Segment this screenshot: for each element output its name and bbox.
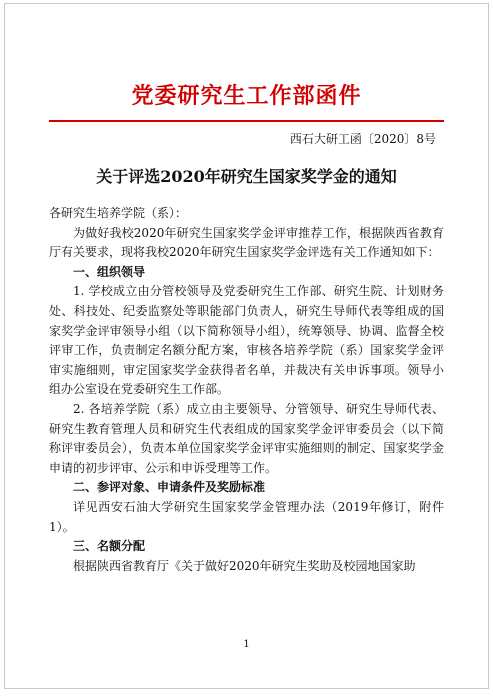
red-divider-line <box>49 120 444 122</box>
intro-paragraph: 为做好我校2020年研究生国家奖学金评审推荐工作，根据陕西省教育厅有关要求，现将我校2020年研究生国家奖学金评选有关工作通知如下： <box>49 225 444 260</box>
document-number: 西石大研工函〔2020〕8号 <box>289 132 436 146</box>
document-page <box>4 3 489 689</box>
section-paragraph: 根据陕西省教育厅《关于做好2020年研究生奖助及校园地国家助 <box>73 558 416 573</box>
section-paragraph: 1. 学校成立由分管校领导及党委研究生工作部、研究生院、计划财务处、科技处、纪委监察处等职能部门负责人，研究生导师代表等组成的国家奖学金评审领导小组（以下简称领导小组），统筹领导、协调、监督全校评审工作，负责制定名额分配方案，审核各培养学院（系）国家奖学金评审实施细则，审定国家奖学金获得者名单，并裁决有关申诉事项。领导小组办公室设在党委研究生工作部。 <box>49 284 444 397</box>
section-paragraph: 详见西安石油大学研究生国家奖学金管理办法（2019年修订，附件1）。 <box>49 499 444 534</box>
section-heading: 三、名额分配 <box>73 539 146 554</box>
section-heading: 一、组织领导 <box>73 264 146 279</box>
page-number: 1 <box>243 639 250 650</box>
letterhead-title: 党委研究生工作部函件 <box>131 84 362 109</box>
document-title: 关于评选2020年研究生国家奖学金的通知 <box>96 167 397 186</box>
salutation: 各研究生培养学院（系）： <box>49 206 188 220</box>
section-heading: 二、参评对象、申请条件及奖励标准 <box>73 480 266 495</box>
document-body <box>49 204 444 576</box>
section-paragraph: 2. 各培养学院（系）成立由主要领导、分管领导、研究生导师代表、研究生教育管理人员和研究生代表组成的国家奖学金评审委员会（以下简称评审委员会），负责本单位国家奖学金评审实施细则的制定、国家奖学金申请的初步评审、公示和申诉受理等工作。 <box>49 401 444 475</box>
